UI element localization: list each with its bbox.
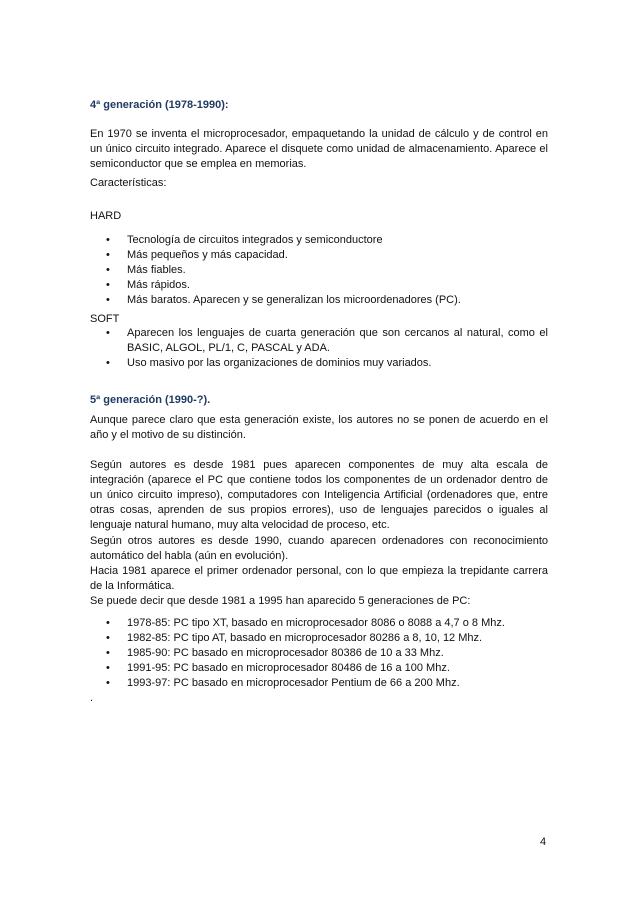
list-item: • Aparecen los lenguajes de cuarta generación que son cercanos al natural, como el BASIC, ALGOL, PL/1, C, PASCAL y ADA. [90,326,548,356]
trailing-dot: . [90,692,94,704]
section-5-paragraph-2: Según autores es desde 1981 pues aparecen componentes de muy alta escala de integración (aparece el PC que contiene todos los componentes de un ordenador dentro de un único circuito impreso), computadores con Inteligencia Artificial (ordenadores que, entre otras cosas, aprenden de sus propios errores), uso de lenguajes parecidos o iguales al lenguaje natural humano, muy alta velocidad de proceso, etc. [90,459,548,531]
section-5-paragraph-4: Hacia 1981 aparece el primer ordenador personal, con lo que empieza la trepidante carrera de la Informática. [90,565,548,592]
section-4-heading: 4ª generación (1978-1990): [90,99,229,111]
section-5-paragraph-5: Se puede decir que desde 1981 a 1995 han aparecido 5 generaciones de PC: [90,595,471,607]
section-5-paragraph-1: Aunque parece claro que esta generación existe, los autores no se ponen de acuerdo en el año y el motivo de su distinción. [90,414,548,441]
features-label: Características: [90,177,167,189]
list-item: • 1985-90: PC basado en microprocesador 80386 de 10 a 33 Mhz. [90,646,548,661]
section-5-paragraph-3: Según otros autores es desde 1990, cuando aparecen ordenadores con reconocimiento automático del habla (aún en evolución). [90,535,548,562]
list-item: • 1993-97: PC basado en microprocesador Pentium de 66 a 200 Mhz. [90,676,548,691]
list-item: • 1978-85: PC tipo XT, basado en microprocesador 8086 o 8088 a 4,7 o 8 Mhz. [90,616,548,631]
pc-generations-list [90,616,548,691]
soft-list [90,326,548,371]
hard-list [90,233,548,308]
list-item: • Más pequeños y más capacidad. [90,248,548,263]
hard-label: HARD [90,210,122,222]
document-page [90,0,548,903]
section-4-intro: En 1970 se inventa el microprocesador, empaquetando la unidad de cálculo y de control en un único circuito integrado. Aparece el disquete como unidad de almacenamiento. Aparece el semiconductor que se emplea en memorias. [90,128,548,170]
soft-label: SOFT [90,313,120,325]
list-item: • 1982-85: PC tipo AT, basado en microprocesador 80286 a 8, 10, 12 Mhz. [90,631,548,646]
section-5-heading: 5ª generación (1990-?). [90,394,211,406]
list-item: • Más rápidos. [90,278,548,293]
list-item: • Uso masivo por las organizaciones de dominios muy variados. [90,356,548,371]
page-number: 4 [540,836,547,848]
list-item: • 1991-95: PC basado en microprocesador 80486 de 16 a 100 Mhz. [90,661,548,676]
list-item: • Tecnología de circuitos integrados y semiconductore [90,233,548,248]
list-item: • Más fiables. [90,263,548,278]
list-item: • Más baratos. Aparecen y se generalizan los microordenadores (PC). [90,293,548,308]
